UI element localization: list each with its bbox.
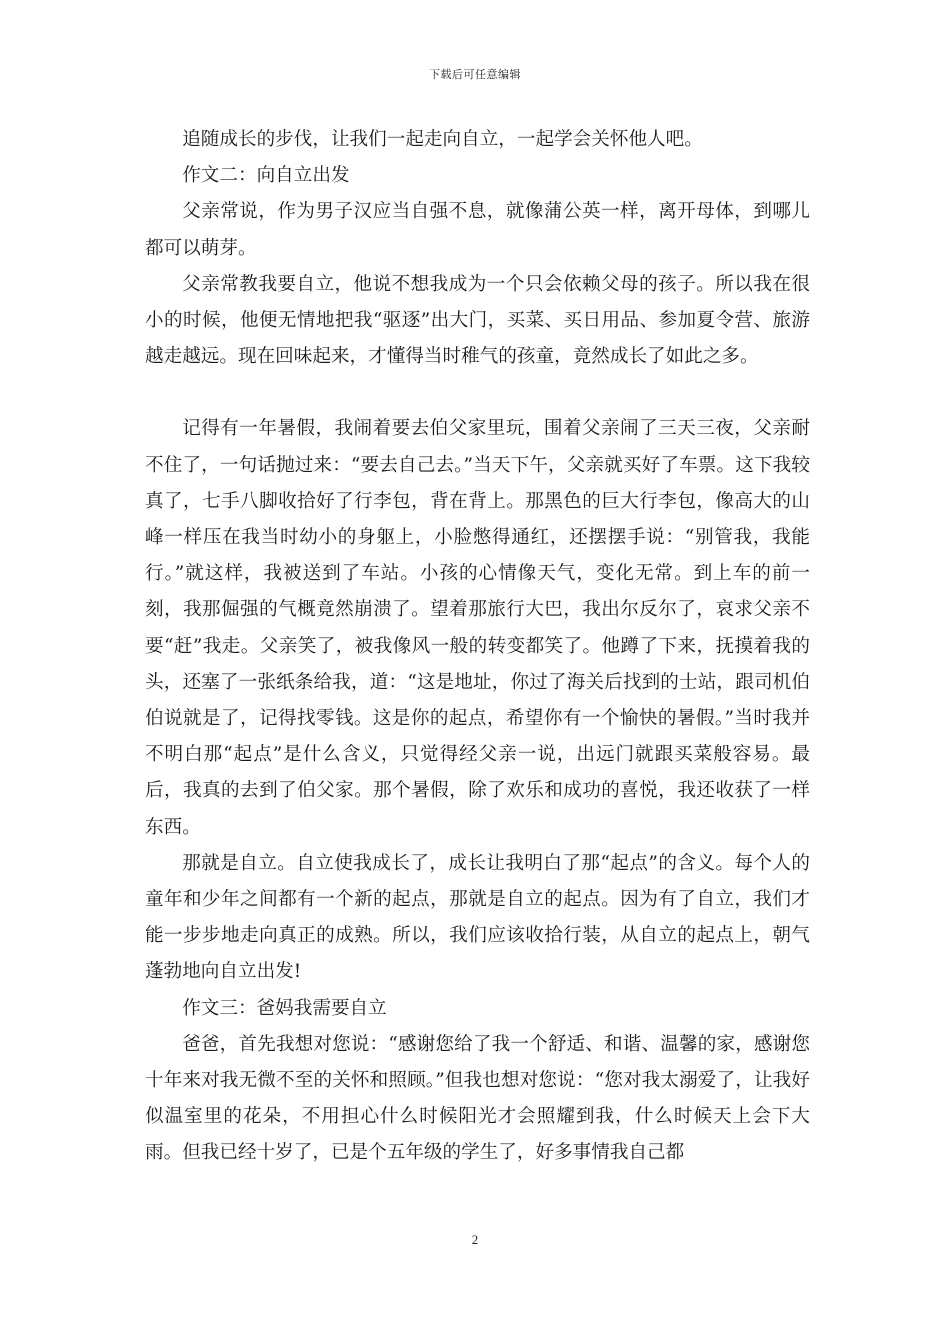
page-number: 2 [471, 1232, 479, 1247]
paragraph: 记得有一年暑假，我闹着要去伯父家里玩，围着父亲闹了三天三夜，父亲耐不住了，一句话抛过来：“要去自己去。”当天下午，父亲就买好了车票。这下我较真了，七手八脚收拾好了行李包，背在背上。那黑色的巨大行李包，像高大的山峰一样压在我当时幼小的身躯上，小脸憋得通红，还摆摆手说：“别管我，我能行。”就这样，我被送到了车站。小孩的心情像天气，变化无常。到上车的前一刻，我那倔强的气概竟然崩溃了。望着那旅行大巴，我出尔反尔了，哀求父亲不要“赶”我走。父亲笑了，被我像风一般的转变都笑了。他蹲了下来，抚摸着我的头，还塞了一张纸条给我，道：“这是地址，你过了海关后找到的士站，跟司机伯伯说就是了，记得找零钱。这是你的起点，希望你有一个愉快的暑假。”当时我并不明白那“起点”是什么含义，只觉得经父亲一说，出远门就跟买菜般容易。最后，我真的去到了伯父家。那个暑假，除了欢乐和成功的喜悦，我还收获了一样东西。 [145, 418, 810, 838]
paragraph: 爸爸，首先我想对您说：“感谢您给了我一个舒适、和谐、温馨的家，感谢您十年来对我无微不至的关怀和照顾。”但我也想对您说：“您对我太溺爱了，让我好似温室里的花朵，不用担心什么时候阳光才会照耀到我，什么时候天上会下大雨。但我已经十岁了，已是个五年级的学生了，好多事情我自己都 [145, 1033, 810, 1164]
paragraph: 那就是自立。自立使我成长了，成长让我明白了那“起点”的含义。每个人的童年和少年之间都有一个新的起点，那就是自立的起点。因为有了自立，我们才能一步步地走向真正的成熟。所以，我们应该收拾行装，从自立的起点上，朝气蓬勃地向自立出发! [145, 852, 810, 983]
document-body [145, 122, 810, 1172]
essay-title: 作文二：向自立出发 [182, 165, 350, 187]
paragraph: 追随成长的步伐，让我们一起走向自立，一起学会关怀他人吧。 [182, 129, 703, 150]
paragraph: 父亲常说，作为男子汉应当自强不息，就像蒲公英一样，离开母体，到哪儿都可以萌芽。 [145, 201, 810, 259]
paragraph: 父亲常教我要自立，他说不想我成为一个只会依赖父母的孩子。所以我在很小的时候，他便无情地把我“驱逐”出大门，买菜、买日用品、参加夏令营、旅游越走越远。现在回味起来，才懂得当时稚气的孩童，竟然成长了如此之多。 [145, 273, 810, 368]
page-header: 下载后可任意编辑 [429, 68, 521, 81]
essay-title: 作文三：爸妈我需要自立 [182, 997, 387, 1019]
